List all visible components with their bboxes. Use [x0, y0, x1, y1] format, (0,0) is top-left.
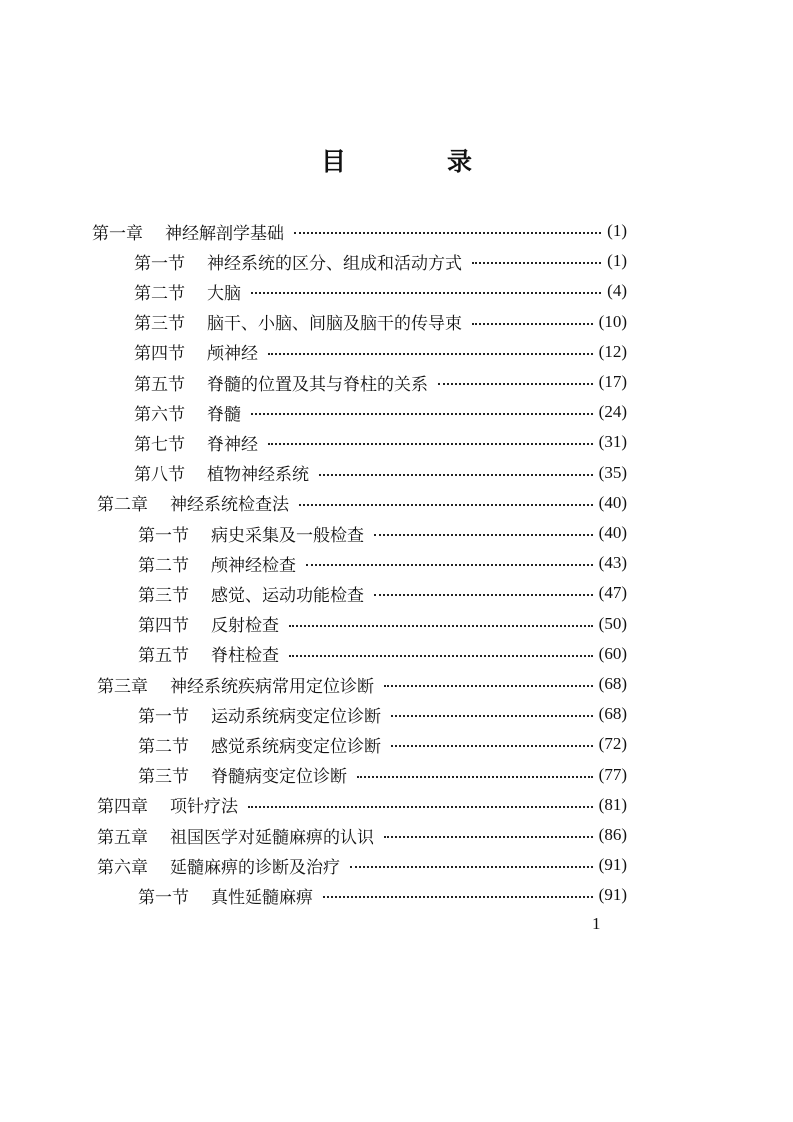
dot-leader: [289, 625, 593, 627]
toc-chapter-entry: [97, 488, 627, 518]
toc-entry-title: 感觉系统病变定位诊断: [211, 736, 381, 757]
dot-leader: [384, 685, 593, 687]
toc-section-entry: [134, 276, 627, 306]
toc-section-entry: [134, 307, 627, 337]
toc-entry-number: 第二节: [138, 555, 189, 576]
dot-leader: [299, 504, 593, 506]
toc-entry-title: 运动系统病变定位诊断: [211, 706, 381, 727]
toc-entry-title: 脊髓病变定位诊断: [211, 767, 347, 788]
toc-entry-page: (1): [607, 221, 627, 240]
dot-leader: [472, 262, 601, 264]
toc-entry-page: (81): [598, 794, 627, 814]
toc-section-entry: [138, 760, 627, 790]
toc-entry-title: 植物神经系统: [207, 465, 309, 486]
dot-leader: [374, 594, 593, 596]
dot-leader: [438, 383, 593, 385]
dot-leader: [294, 232, 601, 234]
toc-entry-number: 第一节: [138, 706, 189, 727]
toc-entry-title: 神经解剖学基础: [165, 223, 284, 244]
toc-entry-number: 第二节: [134, 283, 185, 304]
toc-entry-page: (12): [598, 341, 627, 361]
toc-entry-page: (35): [598, 462, 627, 482]
toc-entry-page: (40): [598, 492, 627, 512]
dot-leader: [384, 836, 593, 838]
toc-entry-title: 真性延髓麻痹: [211, 887, 313, 908]
toc-entry-title: 脊柱检查: [211, 646, 279, 667]
toc-entry-number: 第一章: [92, 223, 143, 244]
toc-entry-number: 第五节: [138, 646, 189, 667]
toc-chapter-entry: [92, 216, 627, 246]
toc-entry-title: 脊髓的位置及其与脊柱的关系: [207, 374, 428, 395]
dot-leader: [319, 474, 593, 476]
dot-leader: [350, 866, 593, 868]
toc-entry-number: 第三章: [97, 676, 148, 697]
toc-entry-page: (40): [598, 523, 627, 542]
toc-chapter-entry: [97, 850, 627, 880]
toc-entry-number: 第六章: [97, 857, 148, 878]
toc-entry-page: (47): [598, 583, 627, 603]
toc-entry-title: 项针疗法: [170, 797, 238, 818]
toc-entry-title: 脊神经: [207, 434, 258, 455]
toc-entry-number: 第二章: [97, 495, 148, 516]
toc-section-entry: [134, 458, 627, 488]
dot-leader: [251, 292, 601, 294]
toc-entry-number: 第五节: [134, 374, 185, 395]
toc-entry-number: 第七节: [134, 434, 185, 455]
toc-entry-page: (43): [598, 553, 627, 573]
dot-leader: [357, 776, 593, 778]
toc-entry-number: 第一节: [134, 253, 185, 274]
toc-entry-page: (91): [598, 855, 627, 875]
toc-entry-page: (31): [598, 432, 627, 452]
toc-entry-page: (68): [598, 674, 627, 693]
toc-section-entry: [134, 367, 627, 397]
toc-entry-number: 第四节: [134, 344, 185, 365]
toc-entry-number: 第一节: [138, 525, 189, 546]
toc-entry-page: (91): [598, 885, 627, 905]
dot-leader: [289, 655, 593, 657]
dot-leader: [374, 534, 593, 536]
page-title: 目 录: [320, 147, 510, 176]
toc-entry-page: (68): [598, 704, 627, 724]
toc-section-entry: [138, 518, 627, 548]
toc-entry-title: 大脑: [207, 283, 241, 304]
toc-entry-page: (50): [598, 613, 627, 633]
toc-entry-number: 第一节: [138, 887, 189, 908]
toc-entry-number: 第三节: [138, 585, 189, 606]
toc-entry-number: 第三节: [138, 767, 189, 788]
toc-entry-page: (1): [607, 251, 627, 271]
dot-leader: [323, 896, 593, 898]
toc-entry-number: 第五章: [97, 827, 148, 848]
toc-chapter-entry: [97, 669, 627, 699]
toc-entry-number: 第三节: [134, 314, 185, 335]
toc-entry-page: (77): [598, 764, 627, 784]
toc-chapter-entry: [97, 820, 627, 850]
dot-leader: [306, 564, 593, 566]
toc-section-entry: [138, 609, 627, 639]
dot-leader: [391, 745, 593, 747]
toc-entry-title: 脑干、小脑、间脑及脑干的传导束: [207, 314, 462, 335]
dot-leader: [268, 443, 593, 445]
toc-entry-title: 感觉、运动功能检查: [211, 585, 364, 606]
dot-leader: [268, 353, 593, 355]
toc-entry-title: 颅神经检查: [211, 555, 296, 576]
toc-section-entry: [138, 548, 627, 578]
toc-entry-page: (17): [598, 372, 627, 391]
toc-entry-title: 脊髓: [207, 404, 241, 425]
toc-entry-page: (4): [607, 281, 627, 301]
toc-entry-number: 第四章: [97, 797, 148, 818]
toc-section-entry: [138, 639, 627, 669]
dot-leader: [391, 715, 593, 717]
toc-entry-title: 反射检查: [211, 616, 279, 637]
toc-entry-title: 神经系统疾病常用定位诊断: [170, 676, 374, 697]
toc-entry-page: (24): [598, 402, 627, 422]
toc-entry-title: 神经系统检查法: [170, 495, 289, 516]
toc-entry-title: 颅神经: [207, 344, 258, 365]
toc-entry-number: 第六节: [134, 404, 185, 425]
toc-entry-number: 第二节: [138, 736, 189, 757]
dot-leader: [472, 323, 593, 325]
toc-section-entry: [134, 246, 627, 276]
toc-section-entry: [134, 337, 627, 367]
toc-entry-page: (72): [598, 734, 627, 754]
page-number: 1: [592, 914, 601, 933]
toc-entry-number: 第八节: [134, 465, 185, 486]
toc-chapter-entry: [97, 790, 627, 820]
toc-section-entry: [138, 729, 627, 759]
toc-entry-title: 病史采集及一般检查: [211, 525, 364, 546]
toc-entry-number: 第四节: [138, 616, 189, 637]
toc-entry-title: 祖国医学对延髓麻痹的认识: [170, 827, 374, 848]
toc-entry-page: (10): [598, 311, 627, 331]
toc-section-entry: [134, 397, 627, 427]
toc-section-entry: [138, 880, 627, 910]
toc-section-entry: [134, 427, 627, 457]
toc-section-entry: [138, 699, 627, 729]
toc-entry-title: 神经系统的区分、组成和活动方式: [207, 253, 462, 274]
toc-entry-page: (86): [598, 825, 627, 844]
toc-entry-title: 延髓麻痹的诊断及治疗: [170, 857, 340, 878]
dot-leader: [248, 806, 593, 808]
dot-leader: [251, 413, 593, 415]
toc-section-entry: [138, 578, 627, 608]
toc-entry-page: (60): [598, 643, 627, 663]
